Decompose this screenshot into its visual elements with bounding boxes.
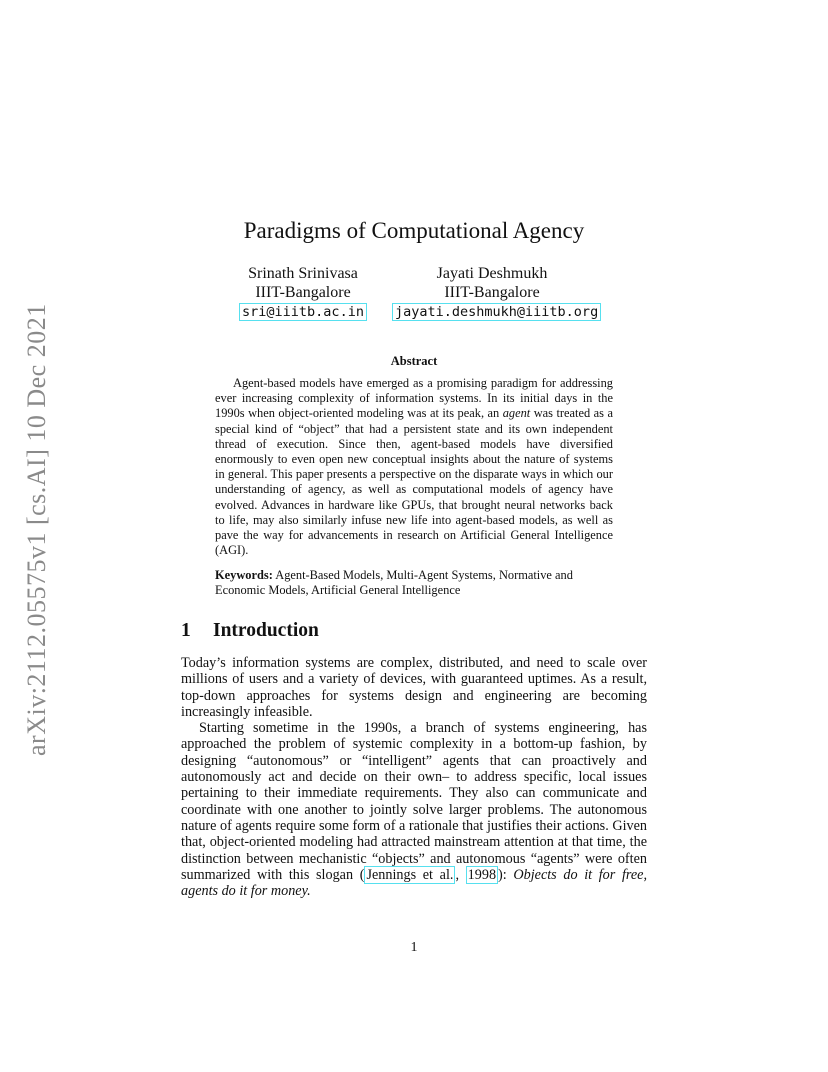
abstract-text-part: was treated as a special kind of “object” that had a persistent state and its own independent thread of execution. Since then, agent-based models have diversified enormously to even open new conceptual insights about the nature of systems in general. This paper presents a perspective on the disparate ways in which our understanding of agency, as well as computational models of agency have evolved. Advances in hardware like GPUs, that brought neural networks back to life, may also similarly infuse new life into agent-based models, as well as pave the way for advancements in research on Artificial General Intelligence (AGI). [215, 406, 613, 558]
citation-link[interactable] [364, 866, 455, 884]
abstract-heading: Abstract [390, 354, 438, 368]
citation-year-link[interactable]: 1998 [467, 866, 497, 883]
paragraph: Today’s information systems are complex, distributed, and need to scale over millions of users and a variety of devices, with guaranteed uptimes. As a result, top-down approaches for systems design and engineering are becoming increasingly infeasible. [181, 655, 647, 720]
author-email-link[interactable]: jayati.deshmukh@iiitb.org [392, 303, 601, 321]
arxiv-identifier-stamp: arXiv:2112.05575v1 [cs.AI] 10 Dec 2021 [22, 303, 51, 756]
paragraph-text: ): [498, 866, 514, 883]
author-block [230, 264, 376, 321]
paragraph [181, 720, 647, 899]
section-heading [181, 620, 319, 642]
author-affiliation: IIIT-Bangalore [255, 284, 351, 301]
citation-separator: , [455, 866, 466, 883]
abstract-text-part: Agent-based models have emerged as a promising paradigm for addressing ever increasing complexity of information systems. In its initial days in the 1990s when object-oriented modeling was at its peak, an [215, 376, 613, 421]
author-name: Srinath Srinivasa [248, 265, 358, 282]
slogan-emphasis: Objects do it for free, agents do it for money. [181, 866, 648, 900]
keywords [215, 568, 613, 598]
citation-authors[interactable]: Jennings et al. [366, 866, 454, 883]
keywords-list: Agent-Based Models, Multi-Agent Systems, Normative and Economic Models, Artificial General Intelligence [215, 568, 573, 598]
section-number: 1 [181, 620, 191, 641]
author-name: Jayati Deshmukh [436, 265, 548, 282]
author-affiliation: IIIT-Bangalore [444, 284, 540, 301]
paragraph-text: Starting sometime in the 1990s, a branch of systems engineering, has approached the problem of systemic complexity in a bottom-up fashion, by designing “autonomous” or “intelligent” agents that can proactively and autonomously act and decide on their own– to address specific, local issues pertaining to their immediate requirements. They also can communicate and coordinate with one another to jointly solve larger problems. The autonomous nature of agents require some form of a rationale that justifies their actions. Given that, object-oriented modeling had attracted mainstream attention at that time, the distinction between mechanistic “objects” and autonomous “agents” were often summarized with this slogan ( [181, 720, 647, 883]
paper-title: Paradigms of Computational Agency [243, 218, 585, 243]
abstract-text [215, 376, 613, 558]
section-title: Introduction [213, 620, 319, 641]
body-text [181, 655, 647, 899]
author-block [392, 264, 599, 321]
abstract-emphasis: agent [502, 406, 531, 421]
page-number: 1 [410, 940, 418, 955]
author-email-link[interactable]: sri@iiitb.ac.in [239, 303, 367, 321]
keywords-label: Keywords: [215, 568, 273, 582]
